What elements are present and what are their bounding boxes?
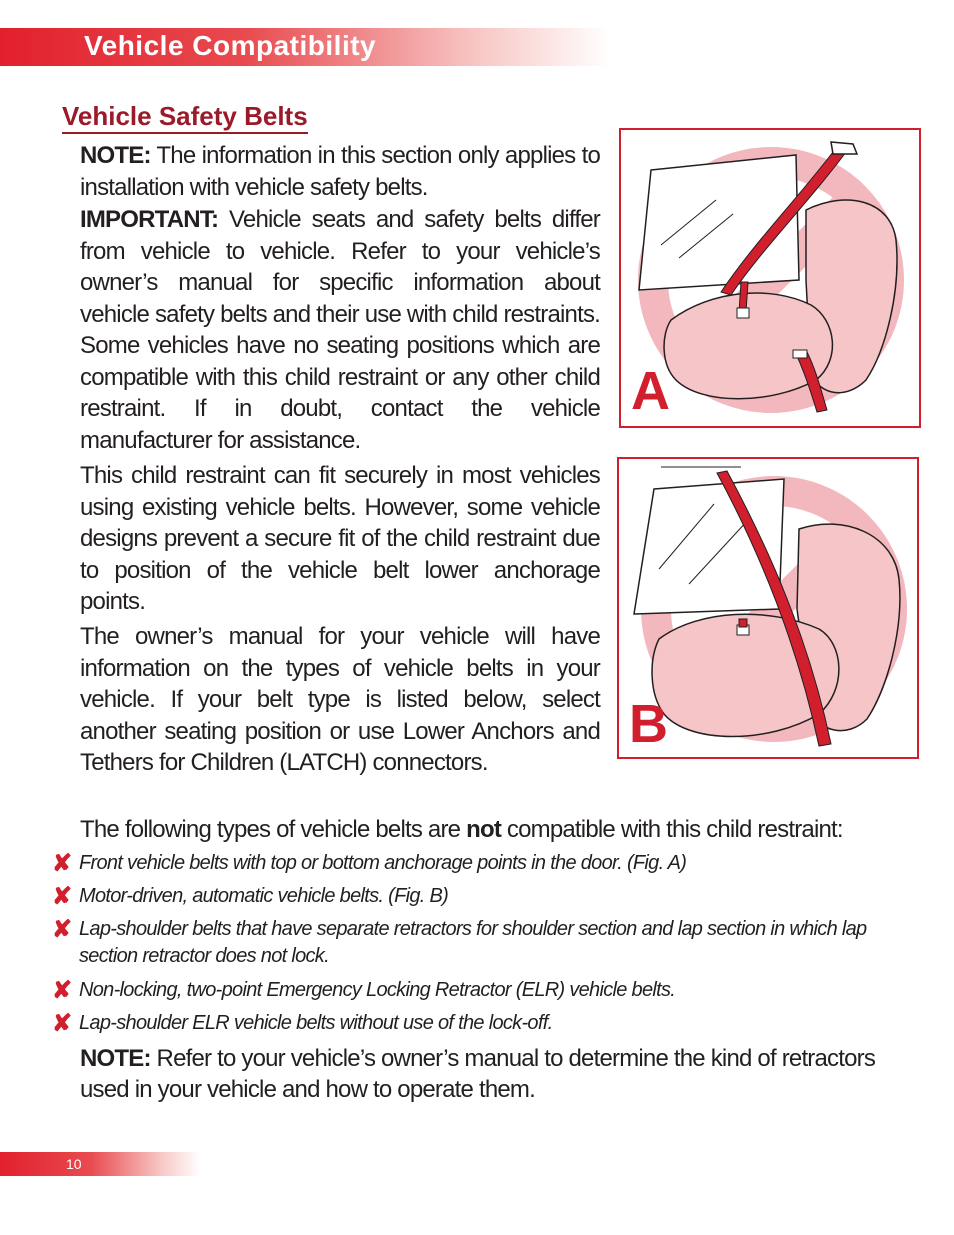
latch-plate [793,350,807,358]
list-item-text: Lap-shoulder belts that have separate retractors for shoulder section and lap section in which lap section retractor does not lock. [79,918,867,967]
list-item-text: Non-locking, two-point Emergency Locking Retractor (ELR) vehicle belts. [79,979,676,1001]
important-paragraph [80,204,600,456]
list-item [52,850,922,877]
note-paragraph [80,140,600,203]
note-label: NOTE: [80,142,151,169]
intro-not: not [466,816,502,843]
page-number: 10 [66,1156,82,1172]
fit-paragraph: This child restraint can fit securely in most vehicles using existing vehicle belts. However, some vehicle designs prevent a secure fit of the child restraint due to position of the vehicle belt lower anchorage points. [80,462,600,615]
figure-a [619,128,921,428]
x-mark-icon: ✘ [52,850,72,877]
page-header-title: Vehicle Compatibility [84,30,377,61]
owners-manual-paragraph: The owner’s manual for your vehicle will have information on the types of vehicle belts in your vehicle. If your belt type is listed below, select another seating position or use Lower Anchors and Tethers for Children (LATCH) connectors. [80,623,600,776]
intro-before: The following types of vehicle belts are [80,816,467,843]
list-item-text: Lap-shoulder ELR vehicle belts without use of the lock-off. [79,1012,553,1034]
note-text: The information in this section only applies to installation with vehicle safety belts. [80,142,600,201]
buckle-icon [737,308,749,318]
footer-band [0,1152,200,1176]
important-label: IMPORTANT: [80,206,219,233]
belt-anchor [831,142,857,154]
figure-b [617,457,919,759]
list-item [52,1010,922,1037]
intro-after: compatible with this child restraint: [501,816,843,843]
list-item-text: Front vehicle belts with top or bottom anchorage points in the door. (Fig. A) [79,852,687,874]
list-item [52,916,922,970]
x-mark-icon: ✘ [52,883,72,910]
list-item [52,883,922,910]
final-note-text: Refer to your vehicle’s owner’s manual to determine the kind of retractors used in your vehicle and how to operate them. [80,1045,876,1103]
x-mark-icon: ✘ [52,916,72,943]
belt-strap [739,619,747,627]
figure-b-label: B [629,694,668,754]
incompatible-intro [80,816,843,844]
x-mark-icon: ✘ [52,977,72,1004]
final-note-label: NOTE: [80,1045,151,1072]
important-text: Vehicle seats and safety belts differ from vehicle to vehicle. Refer to your vehicle’s owner’s manual for specific information about vehicle safety belts and their use with child restraints. Some vehicles have no seating positions which are compatible with this child restraint or any other child restraint. If in doubt, contact the vehicle manufacturer for assistance. [80,206,601,454]
figure-a-label: A [631,361,670,421]
list-item [52,977,922,1004]
x-mark-icon: ✘ [52,1010,72,1037]
section-title: Vehicle Safety Belts [62,100,308,134]
list-item-text: Motor-driven, automatic vehicle belts. (Fig. B) [79,885,449,907]
final-note [80,1043,920,1105]
